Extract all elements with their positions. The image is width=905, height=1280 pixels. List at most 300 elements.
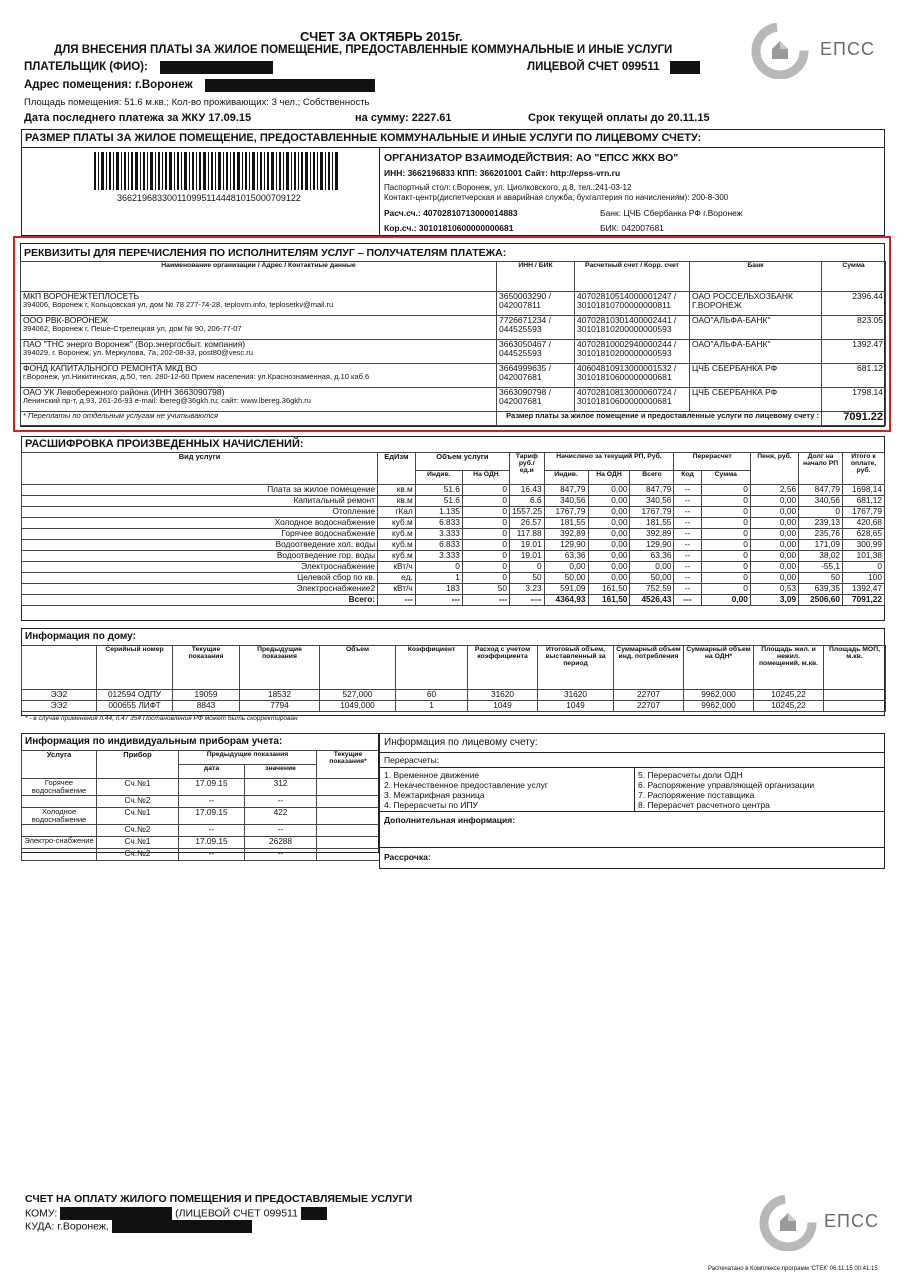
charges-col-recalc-code: Код bbox=[674, 471, 701, 485]
charge-recalc-code: -- bbox=[674, 551, 701, 562]
charge-recalc-code: -- bbox=[674, 518, 701, 529]
req-bank2: Г.ВОРОНЕЖ bbox=[692, 299, 742, 310]
charge-tariff: 26.57 bbox=[510, 518, 545, 529]
charge-vol-ind: 3.333 bbox=[415, 551, 462, 562]
req-bank: ЦЧБ СБЕРБАНКА РФ bbox=[692, 387, 778, 397]
charge-acc-ind: 63,36 bbox=[544, 551, 588, 562]
payment-sum: на сумму: 2227.61 bbox=[355, 112, 452, 124]
charges-col-recalc-sum: Сумма bbox=[701, 471, 750, 485]
epss-logo-icon bbox=[750, 23, 814, 79]
charge-acc-all: 50,00 bbox=[630, 573, 674, 584]
meter-service: Горячее водоснабжение bbox=[22, 779, 97, 796]
house-previous: 18532 bbox=[240, 690, 320, 701]
charge-service: Электроснабжение2 bbox=[22, 584, 378, 595]
meter-service: Электро-снабжение bbox=[22, 836, 97, 848]
req-bik: 044525593 bbox=[499, 347, 542, 358]
meter-date: 17.09.15 bbox=[179, 807, 245, 824]
charge-vol-ind: 0 bbox=[415, 562, 462, 573]
meter-current-input bbox=[317, 824, 380, 836]
recalc-right-list bbox=[638, 770, 814, 810]
charge-acc-all: 847,79 bbox=[630, 485, 674, 496]
charge-acc-ind: 1767,79 bbox=[544, 507, 588, 518]
footer-logo bbox=[758, 1195, 888, 1253]
charge-acc-odn: 0,00 bbox=[588, 562, 630, 573]
charge-recalc-code: -- bbox=[674, 485, 701, 496]
req-bank: ОАО"АЛЬФА-БАНК" bbox=[692, 315, 771, 325]
charge-acc-odn: 0,00 bbox=[588, 529, 630, 540]
house-title: Информация по дому: bbox=[25, 631, 136, 642]
charge-service: Электроснабжение bbox=[22, 562, 378, 573]
charge-penalty: 2,56 bbox=[750, 485, 798, 496]
charge-unit: куб.м bbox=[378, 551, 416, 562]
meters-col-service: Услуга bbox=[22, 751, 97, 779]
house-col-ind-volume: Суммарный объем инд. потребления bbox=[614, 646, 684, 690]
table-row bbox=[22, 496, 885, 507]
charge-acc-all: 340,56 bbox=[630, 496, 674, 507]
organizer-ks: Кор.сч.: 30101810600000000681 bbox=[384, 223, 514, 233]
charge-unit: кВт/ч bbox=[378, 562, 416, 573]
meters-col-device: Прибор bbox=[97, 751, 179, 779]
requisites-title: РЕКВИЗИТЫ ДЛЯ ПЕРЕЧИСЛЕНИЯ ПО ИСПОЛНИТЕЛЯМ УСЛУГ – ПОЛУЧАТЕЛЯМ ПЛАТЕЖА: bbox=[24, 247, 507, 259]
meter-service bbox=[22, 795, 97, 807]
req-sum: 2396.44 bbox=[822, 292, 886, 316]
table-row bbox=[22, 807, 380, 824]
address-redacted bbox=[205, 79, 375, 92]
charge-penalty: 0,00 bbox=[750, 540, 798, 551]
charge-recalc-sum: 0 bbox=[701, 584, 750, 595]
req-bank: ЦЧБ СБЕРБАНКА РФ bbox=[692, 363, 778, 373]
charge-acc-all: 4526,43 bbox=[630, 595, 674, 606]
charge-recalc-code: -- bbox=[674, 573, 701, 584]
charge-recalc-sum: 0 bbox=[701, 496, 750, 507]
charge-acc-odn: 0,00 bbox=[588, 573, 630, 584]
table-row bbox=[21, 316, 886, 340]
charge-vol-ind: 6.833 bbox=[415, 540, 462, 551]
house-section bbox=[21, 628, 885, 722]
house-serial: 012594 ОДПУ bbox=[97, 690, 173, 701]
charge-total: 300,99 bbox=[843, 540, 885, 551]
charge-total: 681,12 bbox=[843, 496, 885, 507]
meter-current-input bbox=[317, 795, 380, 807]
organizer-contact: Контакт-центр(диспетчерская и аварийная служба, бухгалтерия по начислениям): 200-8-300 bbox=[384, 193, 729, 202]
account-info-section bbox=[379, 733, 885, 869]
address-label: Адрес помещения: г.Воронеж bbox=[24, 79, 193, 91]
req-sum: 1392.47 bbox=[822, 340, 886, 364]
charge-service: Водоотведение гор. воды bbox=[22, 551, 378, 562]
charge-recalc-code: -- bbox=[674, 507, 701, 518]
size-section-title: РАЗМЕР ПЛАТЫ ЗА ЖИЛОЕ ПОМЕЩЕНИЕ, ПРЕДОСТАВЛЕННЫЕ КОММУНАЛЬНЫЕ И ИНЫЕ УСЛУГИ ПО ЛИЦЕВОМУ СЧЕТУ: bbox=[25, 132, 702, 144]
charge-debt: 171,09 bbox=[799, 540, 843, 551]
meter-value: 312 bbox=[245, 779, 317, 796]
epss-logo-text: ЕПСС bbox=[820, 39, 875, 59]
charge-total: 0 bbox=[843, 562, 885, 573]
house-consumption: 31620 bbox=[468, 690, 538, 701]
charge-acc-all: 181,55 bbox=[630, 518, 674, 529]
charge-acc-all: 63,36 bbox=[630, 551, 674, 562]
charge-acc-all: 0,00 bbox=[630, 562, 674, 573]
charges-section bbox=[21, 436, 885, 621]
charge-tariff: 19.01 bbox=[510, 540, 545, 551]
req-ks: 30101810600000000681 bbox=[577, 371, 672, 382]
charge-service: Водоотведение хол. воды bbox=[22, 540, 378, 551]
charge-unit: кВт/ч bbox=[378, 584, 416, 595]
house-col-volume: Объем bbox=[320, 646, 396, 690]
charge-debt: 38,02 bbox=[799, 551, 843, 562]
charge-recalc-code: --- bbox=[674, 595, 701, 606]
charge-acc-ind: 0,00 bbox=[544, 562, 588, 573]
charge-debt: 2506,60 bbox=[799, 595, 843, 606]
req-bik: 042007811 bbox=[499, 299, 541, 310]
house-volume: 1049,000 bbox=[320, 701, 396, 712]
charge-total: 1698,14 bbox=[843, 485, 885, 496]
req-bik: 044525593 bbox=[499, 323, 542, 334]
charge-vol-odn: 0 bbox=[462, 540, 509, 551]
payer-label: ПЛАТЕЛЬЩИК (ФИО): bbox=[24, 61, 148, 73]
table-row bbox=[22, 824, 380, 836]
req-rs: 40702810301400002441 / bbox=[577, 315, 677, 325]
charge-tariff: ---- bbox=[510, 595, 545, 606]
charge-tariff: 3.23 bbox=[510, 584, 545, 595]
recalc-item: 5. Перерасчеты доли ОДН bbox=[638, 770, 743, 780]
req-org-name: МКП ВОРОНЕЖТЕПЛОСЕТЬ bbox=[23, 291, 140, 301]
footer-title: СЧЕТ НА ОПЛАТУ ЖИЛОГО ПОМЕЩЕНИЯ И ПРЕДОСТАВЛЯЕМЫЕ УСЛУГИ bbox=[25, 1193, 413, 1205]
epss-logo-icon bbox=[758, 1195, 822, 1251]
charge-acc-all: 752,59 bbox=[630, 584, 674, 595]
organizer-passport: Паспортный стол: г.Воронеж, ул. Циолковского, д.8, тел.:241-03-12 bbox=[384, 183, 632, 192]
charges-col-penalty: Пеня, руб. bbox=[750, 453, 798, 485]
charge-unit: куб.м bbox=[378, 540, 416, 551]
req-rs: 40702810002940000244 / bbox=[577, 339, 677, 349]
charge-unit: кв.м bbox=[378, 485, 416, 496]
charge-penalty: 0,53 bbox=[750, 584, 798, 595]
req-org-addr: 394062, Воронеж г, Пеше-Стрелецкая ул, дом № 90, 206-77-07 bbox=[23, 323, 242, 333]
meters-col-prev: Предыдущие показания bbox=[179, 751, 317, 765]
organizer-title: ОРГАНИЗАТОР ВЗАИМОДЕЙСТВИЯ: АО "ЕПСС ЖКХ ВО" bbox=[384, 152, 679, 164]
requisites-section bbox=[20, 243, 885, 427]
req-org-name: ПАО "ТНС энерго Воронеж" (Вор.энергосбыт. компания) bbox=[23, 339, 246, 349]
meter-date: 17.09.15 bbox=[179, 836, 245, 848]
charge-tariff: 50 bbox=[510, 573, 545, 584]
req-org-name: ОАО УК Левобережного района (ИНН 3663090798) bbox=[23, 387, 225, 397]
charge-acc-ind: 847,79 bbox=[544, 485, 588, 496]
footer-where-label: КУДА: г.Воронеж, bbox=[25, 1220, 109, 1233]
req-ks: 30101810200000000593 bbox=[577, 323, 672, 334]
charges-col-volume: Объем услуги bbox=[415, 453, 509, 471]
charge-acc-ind: 591,09 bbox=[544, 584, 588, 595]
house-table bbox=[21, 645, 886, 712]
charge-tariff: 1557.25 bbox=[510, 507, 545, 518]
charge-vol-odn: 0 bbox=[462, 518, 509, 529]
req-rs: 40702810813000060724 / bbox=[577, 387, 677, 397]
meter-date: -- bbox=[179, 848, 245, 860]
house-area: 10245,22 bbox=[754, 701, 824, 712]
charge-penalty: 0,00 bbox=[750, 496, 798, 507]
house-mop bbox=[824, 701, 886, 712]
meters-col-date: дата bbox=[179, 765, 245, 779]
meter-date: -- bbox=[179, 824, 245, 836]
charge-vol-odn: 0 bbox=[462, 551, 509, 562]
house-col-odn-volume: Суммарный объем на ОДН* bbox=[684, 646, 754, 690]
meter-device: Сч.№1 bbox=[97, 807, 179, 824]
charge-unit: --- bbox=[378, 595, 416, 606]
meter-current-input bbox=[317, 836, 380, 848]
bill-title: СЧЕТ ЗА ОКТЯБРЬ 2015г. bbox=[300, 29, 463, 44]
area-line: Площадь помещения: 51.6 м.кв.; Кол-во проживающих: 3 чел.; Собственность bbox=[24, 97, 370, 108]
meter-device: Сч.№1 bbox=[97, 779, 179, 796]
meter-value: -- bbox=[245, 848, 317, 860]
charge-vol-odn: 0 bbox=[462, 507, 509, 518]
meter-service bbox=[22, 824, 97, 836]
charge-acc-odn: 161,50 bbox=[588, 595, 630, 606]
barcode-number: 3662196833001109951144481015000709122 bbox=[117, 193, 301, 203]
house-col-serial: Серийный номер bbox=[97, 646, 173, 690]
charge-debt: 639,35 bbox=[799, 584, 843, 595]
table-row bbox=[21, 388, 886, 412]
req-bik: 042007681 bbox=[499, 371, 542, 382]
charge-acc-all: 392,89 bbox=[630, 529, 674, 540]
meter-value: 26288 bbox=[245, 836, 317, 848]
req-ks: 30101810700000000811 bbox=[577, 299, 671, 310]
charge-service: Всего: bbox=[22, 595, 378, 606]
meter-value: -- bbox=[245, 795, 317, 807]
recalc-left-list bbox=[384, 770, 548, 810]
meter-current-input bbox=[317, 848, 380, 860]
charge-acc-ind: 50,00 bbox=[544, 573, 588, 584]
charges-col-accrued: Начислено за текущий РП, Руб. bbox=[544, 453, 674, 471]
organizer-bik: БИК: 042007681 bbox=[600, 223, 664, 233]
footer-logo-text: ЕПСС bbox=[824, 1211, 879, 1231]
table-row bbox=[22, 848, 380, 860]
house-coef: 60 bbox=[396, 690, 468, 701]
charge-debt: 50 bbox=[799, 573, 843, 584]
charge-recalc-sum: 0,00 bbox=[701, 595, 750, 606]
charge-unit: ед. bbox=[378, 573, 416, 584]
house-odn-volume: 9962,000 bbox=[684, 701, 754, 712]
table-row bbox=[22, 690, 886, 701]
house-coef: 1 bbox=[396, 701, 468, 712]
meter-date: -- bbox=[179, 795, 245, 807]
charge-service: Отопление bbox=[22, 507, 378, 518]
charge-tariff: 19.01 bbox=[510, 551, 545, 562]
req-bank: ОАО"АЛЬФА-БАНК" bbox=[692, 339, 771, 349]
charge-acc-ind: 181,55 bbox=[544, 518, 588, 529]
req-col-name: Наименование организации / Адрес / Контактные данные bbox=[21, 262, 497, 292]
charge-tariff: 0 bbox=[510, 562, 545, 573]
meters-title: Информация по индивидуальным приборам учета: bbox=[25, 736, 283, 747]
table-row bbox=[21, 340, 886, 364]
requisites-table bbox=[20, 261, 886, 426]
meters-col-current: Текущие показания* bbox=[317, 751, 380, 779]
charge-vol-ind: 51.6 bbox=[415, 485, 462, 496]
charges-col-vol-odn: На ОДН bbox=[462, 471, 509, 485]
table-row bbox=[22, 584, 885, 595]
meter-device: Сч.№2 bbox=[97, 848, 179, 860]
charge-recalc-sum: 0 bbox=[701, 573, 750, 584]
charge-recalc-code: -- bbox=[674, 584, 701, 595]
req-org-addr: 394029, г. Воронеж, ул. Меркулова, 7а, 202-08-33, post80@vesc.ru bbox=[23, 347, 253, 357]
footer-printed: Распечатано в Комплексе программ 'СТЕК' 06.11.15 00:41:15 bbox=[708, 1266, 878, 1272]
meter-value: 422 bbox=[245, 807, 317, 824]
table-row bbox=[22, 529, 885, 540]
epss-logo bbox=[750, 23, 890, 78]
recalc-item: 3. Межтарифная разница bbox=[384, 790, 485, 800]
table-row bbox=[22, 836, 380, 848]
house-ind-volume: 22707 bbox=[614, 690, 684, 701]
house-volume: 527,000 bbox=[320, 690, 396, 701]
req-rs: 40702810514000001247 / bbox=[577, 291, 677, 301]
charge-tariff: 6.6 bbox=[510, 496, 545, 507]
req-sum: 823.05 bbox=[822, 316, 886, 340]
charge-acc-odn: 0,00 bbox=[588, 551, 630, 562]
table-row bbox=[22, 573, 885, 584]
table-row bbox=[22, 701, 886, 712]
charge-unit: кв.м bbox=[378, 496, 416, 507]
charge-vol-odn: 0 bbox=[462, 529, 509, 540]
table-row bbox=[21, 364, 886, 388]
charges-title: РАСШИФРОВКА ПРОИЗВЕДЕННЫХ НАЧИСЛЕНИЙ: bbox=[25, 438, 304, 450]
charge-recalc-code: -- bbox=[674, 529, 701, 540]
table-row bbox=[21, 292, 886, 316]
house-current: 8843 bbox=[173, 701, 240, 712]
charges-body bbox=[22, 485, 885, 606]
installment-label: Рассрочка: bbox=[384, 852, 431, 862]
req-sum: 1798.14 bbox=[822, 388, 886, 412]
req-org-addr: 394006, Воронеж г, Кольцовская ул, дом № 78 277-74-28, teplovrn.info, teplosetkv@mail.ru bbox=[23, 299, 334, 309]
house-footnote: * - в случае применения п.44, п.47 354 Постановления РФ может быть скорректирован bbox=[25, 715, 298, 722]
house-col-coef: Коэффициент bbox=[396, 646, 468, 690]
charge-vol-odn: 0 bbox=[462, 562, 509, 573]
footer-to-redacted bbox=[60, 1207, 172, 1220]
recalc-item: 1. Временное движение bbox=[384, 770, 480, 780]
charge-tariff: 16.43 bbox=[510, 485, 545, 496]
organizer-bank: Банк: ЦЧБ Сбербанка РФ г.Воронеж bbox=[600, 208, 743, 218]
footer-to-label: КОМУ: bbox=[25, 1207, 58, 1220]
charge-unit: куб.м bbox=[378, 529, 416, 540]
charge-penalty: 0,00 bbox=[750, 518, 798, 529]
charge-recalc-code: -- bbox=[674, 496, 701, 507]
due-date: Срок текущей оплаты до 20.11.15 bbox=[528, 112, 710, 124]
charge-acc-ind: 129,90 bbox=[544, 540, 588, 551]
charges-col-vol-ind: Индив. bbox=[415, 471, 462, 485]
house-body bbox=[22, 690, 886, 712]
req-col-sum: Сумма bbox=[822, 262, 886, 292]
charge-vol-odn: 0 bbox=[462, 496, 509, 507]
house-col-previous: Предыдущие показания bbox=[240, 646, 320, 690]
charge-total: 100 bbox=[843, 573, 885, 584]
charge-acc-ind: 4364,93 bbox=[544, 595, 588, 606]
charge-recalc-code: -- bbox=[674, 540, 701, 551]
charge-recalc-code: -- bbox=[674, 562, 701, 573]
charge-unit: куб.м bbox=[378, 518, 416, 529]
charge-penalty: 0,00 bbox=[750, 529, 798, 540]
req-org-name: ООО РВК-ВОРОНЕЖ bbox=[23, 315, 109, 325]
charge-service: Плата за жилое помещение bbox=[22, 485, 378, 496]
meter-device: Сч.№1 bbox=[97, 836, 179, 848]
barcode bbox=[92, 152, 342, 190]
recalc-item: 7. Распоряжение поставщика bbox=[638, 790, 755, 800]
meter-device: Сч.№2 bbox=[97, 824, 179, 836]
charge-total: 420,68 bbox=[843, 518, 885, 529]
charge-vol-odn: 0 bbox=[462, 573, 509, 584]
req-col-bank: Банк bbox=[690, 262, 822, 292]
house-consumption: 1049 bbox=[468, 701, 538, 712]
charge-total: 628,65 bbox=[843, 529, 885, 540]
req-ks: 30101810200000000593 bbox=[577, 347, 672, 358]
charge-vol-ind: 1 bbox=[415, 573, 462, 584]
recalc-label: Перерасчеты: bbox=[384, 755, 440, 765]
charge-acc-odn: 0,00 bbox=[588, 485, 630, 496]
charges-col-acc-all: Всего bbox=[630, 471, 674, 485]
charge-penalty: 3,09 bbox=[750, 595, 798, 606]
charge-recalc-sum: 0 bbox=[701, 551, 750, 562]
payer-redacted bbox=[160, 61, 273, 74]
req-bank: ОАО РОССЕЛЬХОЗБАНК bbox=[692, 291, 793, 301]
charge-recalc-sum: 0 bbox=[701, 507, 750, 518]
meter-device: Сч.№2 bbox=[97, 795, 179, 807]
account-info-title: Информация по лицевому счету: bbox=[384, 737, 538, 748]
charge-vol-odn: --- bbox=[462, 595, 509, 606]
charge-acc-odn: 0,00 bbox=[588, 518, 630, 529]
req-inn: 3664999635 / bbox=[499, 363, 551, 373]
charge-debt: 0 bbox=[799, 507, 843, 518]
req-bik: 042007681 bbox=[499, 395, 542, 406]
charge-acc-odn: 0,00 bbox=[588, 540, 630, 551]
meter-current-input bbox=[317, 807, 380, 824]
table-row bbox=[22, 551, 885, 562]
house-total-volume: 31620 bbox=[538, 690, 614, 701]
req-ks: 30101810600000000681 bbox=[577, 395, 672, 406]
house-previous: 7794 bbox=[240, 701, 320, 712]
charge-penalty: 0,00 bbox=[750, 551, 798, 562]
charges-col-tariff: Тариф руб./ ед.и bbox=[510, 453, 545, 485]
house-odn-volume: 9962,000 bbox=[684, 690, 754, 701]
charge-recalc-sum: 0 bbox=[701, 529, 750, 540]
req-inn: 7726671234 / bbox=[499, 315, 551, 325]
charges-col-unit: ЕдИзм bbox=[378, 453, 416, 485]
meter-date: 17.09.15 bbox=[179, 779, 245, 796]
req-col-inn: ИНН / БИК bbox=[497, 262, 575, 292]
charge-service: Горячее водоснабжение bbox=[22, 529, 378, 540]
charge-service: Целевой сбор по кв. bbox=[22, 573, 378, 584]
charge-total: 101,38 bbox=[843, 551, 885, 562]
req-total-label: Размер платы за жилое помещение и предоставленные услуги по лицевому счету : bbox=[497, 412, 822, 426]
charge-unit: гКал bbox=[378, 507, 416, 518]
recalc-item: 6. Распоряжение управляющей организации bbox=[638, 780, 815, 790]
charge-debt: -55,1 bbox=[799, 562, 843, 573]
charge-vol-ind: 1.135 bbox=[415, 507, 462, 518]
meter-service: Холодное водоснабжение bbox=[22, 807, 97, 824]
house-ind-volume: 22707 bbox=[614, 701, 684, 712]
recalc-item: 4. Перерасчеты по ИПУ bbox=[384, 800, 478, 810]
house-total-volume: 1049 bbox=[538, 701, 614, 712]
charges-table bbox=[21, 452, 885, 606]
req-note: * Переплаты по отдельным услугам не учитываются bbox=[21, 412, 497, 426]
house-col-area: Площадь жил. и нежил. помещений, м.кв. bbox=[754, 646, 824, 690]
charge-debt: 235,76 bbox=[799, 529, 843, 540]
recalc-item: 2. Некачественное предоставление услуг bbox=[384, 780, 548, 790]
charge-vol-ind: 3.333 bbox=[415, 529, 462, 540]
table-row bbox=[22, 518, 885, 529]
house-col-current: Текущие показания bbox=[173, 646, 240, 690]
req-org-addr: г.Воронеж, ул.Никитинская, д.50, тел. 280-12-60 Прием населения: ул.Краснознаменная, д.10 каб.6 bbox=[23, 371, 370, 381]
house-current: 19059 bbox=[173, 690, 240, 701]
account-label: ЛИЦЕВОЙ СЧЕТ 099511 bbox=[527, 61, 660, 73]
footer-account-redacted bbox=[301, 1207, 327, 1220]
req-rs: 40604810913000001532 / bbox=[577, 363, 677, 373]
additional-info-label: Дополнительная информация: bbox=[384, 815, 516, 825]
charges-col-acc-odn: На ОДН bbox=[588, 471, 630, 485]
charge-acc-odn: 161,50 bbox=[588, 584, 630, 595]
